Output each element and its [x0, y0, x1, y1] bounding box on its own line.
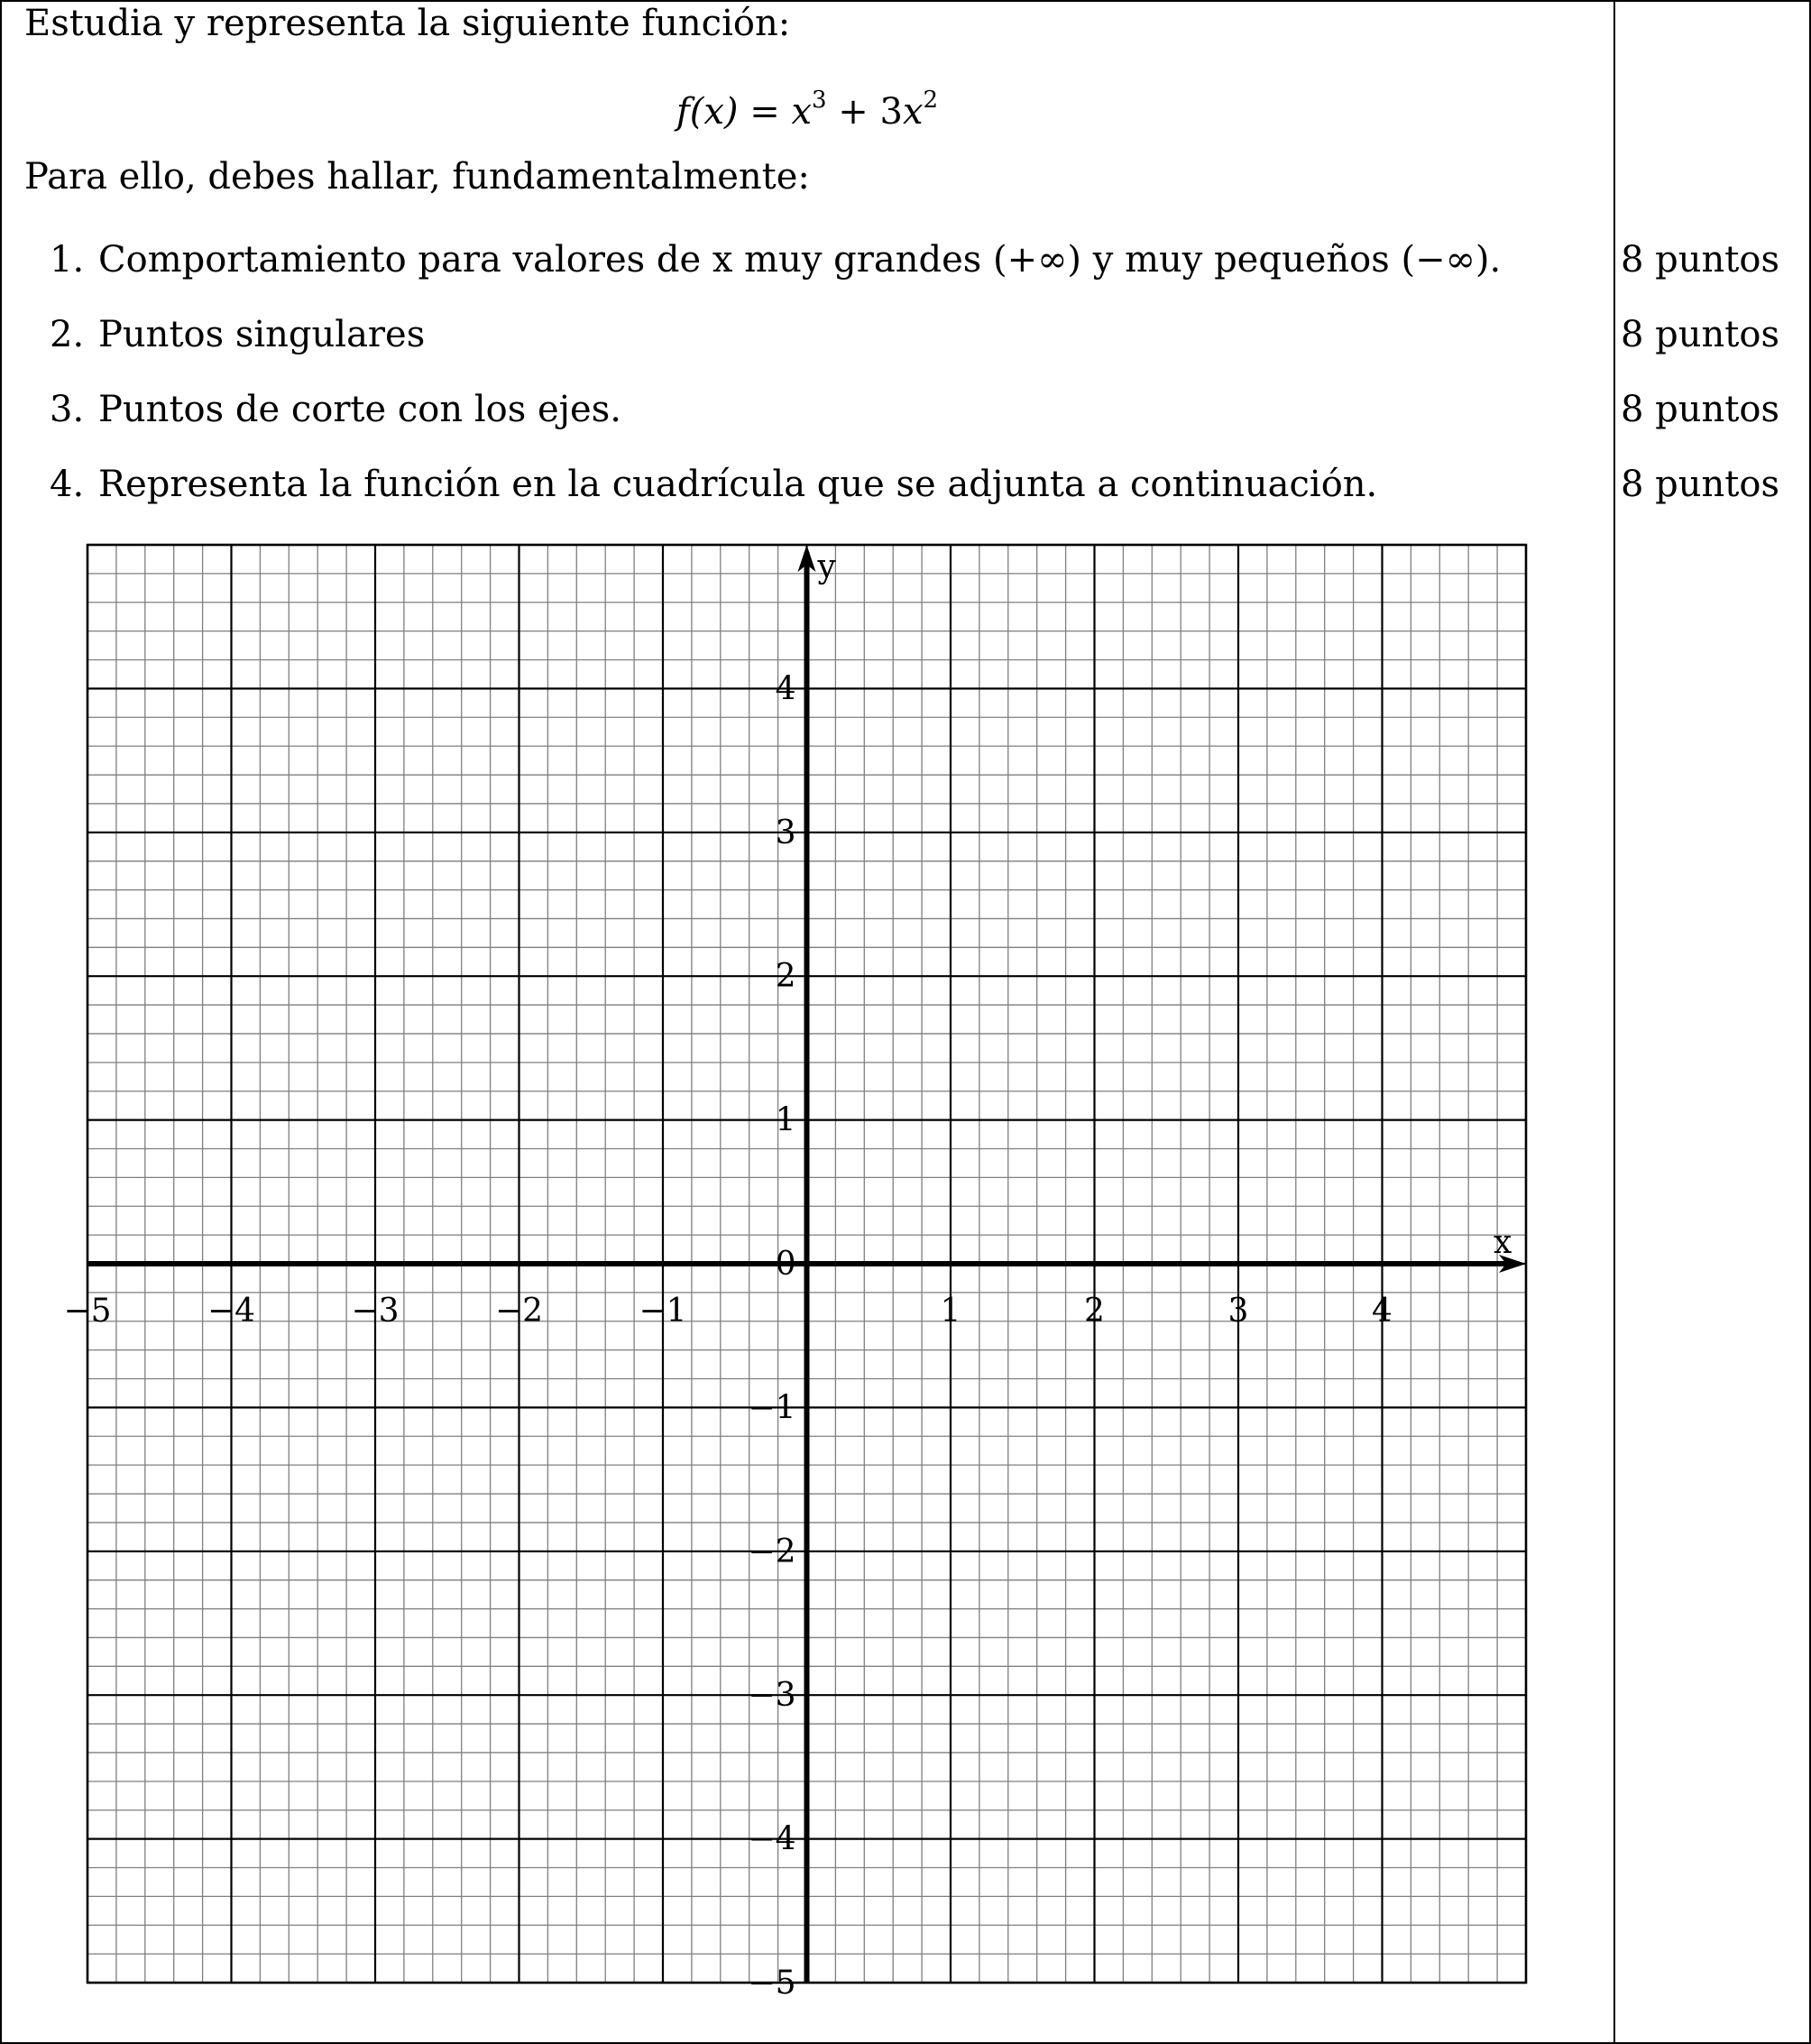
y-tick-label: −2: [748, 1533, 796, 1570]
exercise-intro: Estudia y representa la siguiente función:: [24, 3, 791, 44]
task-points: 8 puntos: [1621, 239, 1779, 281]
task-text: Comportamiento para valores de x muy grandes (+∞) y muy pequeños (−∞).: [98, 239, 1502, 281]
x-tick-label: 1: [940, 1293, 961, 1330]
y-tick-label: 4: [775, 670, 796, 708]
formula-base-1: x: [791, 91, 813, 133]
y-tick-label: 0: [775, 1246, 796, 1283]
formula-exponent-1: 3: [812, 87, 827, 114]
x-tick-label: −4: [207, 1293, 256, 1330]
task-points: 8 puntos: [1621, 464, 1779, 505]
exercise-lead: Para ello, debes hallar, fundamentalmente:: [24, 156, 810, 198]
task-number: 3.: [50, 389, 85, 430]
formula-middle: + 3: [826, 91, 903, 133]
task-number: 1.: [50, 239, 85, 281]
y-tick-label: 3: [775, 814, 796, 852]
y-tick-label: −1: [748, 1389, 796, 1427]
formula-lhs: f(x) =: [676, 91, 792, 133]
x-tick-label: 3: [1227, 1293, 1249, 1330]
x-tick-label: −1: [639, 1293, 687, 1330]
task-text: Representa la función en la cuadrícula que se adjunta a continuación.: [98, 464, 1378, 505]
y-tick-label: −3: [748, 1677, 796, 1715]
y-tick-label: −4: [748, 1820, 796, 1858]
task-text: Puntos singulares: [98, 314, 426, 355]
x-axis-label: x: [1494, 1224, 1512, 1261]
task-number: 4.: [50, 464, 85, 505]
y-tick-label: −5: [748, 1965, 796, 2002]
task-number: 2.: [50, 314, 85, 355]
x-tick-label: 4: [1372, 1293, 1393, 1330]
x-tick-label: 2: [1084, 1293, 1105, 1330]
x-tick-label: −5: [63, 1293, 112, 1330]
y-tick-label: 1: [775, 1101, 796, 1139]
x-tick-label: −2: [494, 1293, 544, 1330]
formula-base-2: x: [902, 91, 924, 133]
task-points: 8 puntos: [1621, 389, 1779, 430]
y-tick-label: 2: [775, 958, 796, 996]
task-points: 8 puntos: [1621, 314, 1779, 355]
formula-exponent-2: 2: [923, 87, 939, 114]
x-tick-label: −3: [351, 1293, 400, 1330]
y-axis-label: y: [817, 548, 836, 585]
task-text: Puntos de corte con los ejes.: [98, 389, 621, 430]
